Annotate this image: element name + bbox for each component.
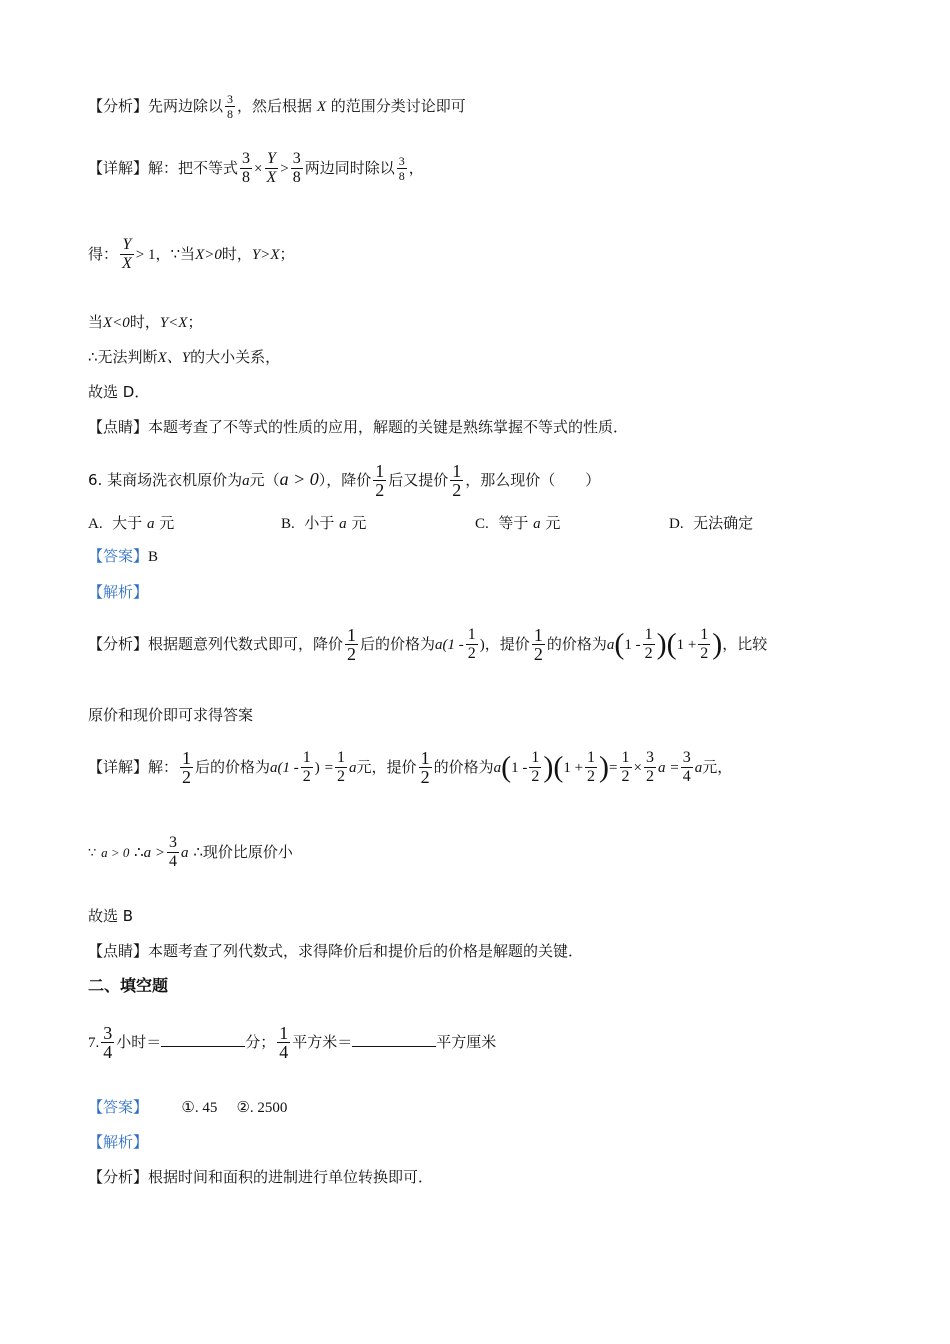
- times-sign: ×: [254, 161, 263, 177]
- text: 时，: [129, 313, 160, 331]
- fraction: $\frac{1}{2}$: [533, 625, 543, 664]
- text: ∴现价比原价小: [193, 843, 293, 861]
- text: 分；: [245, 1033, 276, 1051]
- text: 平方厘米: [436, 1033, 497, 1051]
- text: ∴无法判断: [88, 348, 158, 366]
- text: 时，: [221, 245, 252, 263]
- text: 两边同时除以: [304, 159, 395, 177]
- detail-paragraph-5: 【详解】解： $\frac{1}{2}$ 后的价格为a(1 - $\frac{1}{2}$ ) = $\frac{1}{2}$ a元，提价 $\frac{1}{2}$ 的价格为a(1 - $\frac{1}{2}$ )(1 + $\frac{1}{2}$ )= $\frac{1}{2}$ × $\frac{3}{2}$ a = $\frac{3}{4}$ a元，: [88, 748, 733, 787]
- fraction: $\frac{1}{2}$: [302, 749, 311, 785]
- answer-value: B: [148, 549, 159, 565]
- comment-paragraph-1: [88, 417, 628, 437]
- fraction: $\frac{1}{2}$: [452, 461, 462, 500]
- fraction: $\frac{1}{2}$: [644, 626, 653, 662]
- text: ，那么现价（ ）: [465, 471, 601, 489]
- text: 本题考查了不等式的性质的应用，解题的关键是熟练掌握不等式的性质．: [148, 418, 629, 436]
- choice-statement: 故选 D．: [88, 383, 150, 401]
- question-6: [88, 462, 600, 499]
- option-a: A. 大于 a 元: [88, 514, 175, 532]
- condition: a > 0: [279, 469, 319, 489]
- detail-paragraph-6: ∵ a > 0 ∴a > $\frac{3}{4}$ a ∴现价比原价小: [88, 834, 293, 870]
- text: ，提价: [484, 635, 530, 653]
- fraction: $\frac{1}{2}$: [621, 749, 630, 785]
- analysis-tag: 【解析】: [88, 583, 149, 601]
- fraction: $\frac{1}{2}$: [347, 625, 357, 664]
- fraction: $\frac{1}{2}$: [420, 748, 430, 787]
- detail-tag: 【详解】: [88, 758, 149, 776]
- option-d: D. 无法确定: [669, 514, 754, 532]
- text: 的价格为: [433, 758, 494, 776]
- answer-tag: 【答案】: [88, 1098, 149, 1116]
- result: Y>X: [251, 247, 280, 263]
- condition: X<0: [103, 315, 130, 331]
- analysis-paragraph-4: [88, 1167, 433, 1187]
- fraction: $\frac{3}{4}$: [682, 749, 691, 785]
- gt-sign: >: [280, 161, 289, 177]
- fraction: $\frac{3}{8}$: [292, 150, 301, 186]
- answer-line: [88, 546, 158, 567]
- text: 元，: [702, 758, 733, 776]
- fraction: $\frac{3}{8}$: [227, 92, 234, 121]
- result: Y<X: [159, 315, 188, 331]
- fraction: $\frac{3}{8}$: [242, 150, 251, 186]
- text: 先两边除以: [148, 97, 224, 115]
- text: 当: [88, 313, 104, 331]
- text: 元，提价: [356, 758, 417, 776]
- analysis-paragraph-1: [88, 92, 466, 121]
- text: 解：把不等式: [148, 159, 239, 177]
- text: 平方米＝: [292, 1033, 353, 1051]
- analysis-paragraph-2: 【分析】根据题意列代数式即可，降价 $\frac{1}{2}$ 后的价格为a(1 - $\frac{1}{2}$ )，提价 $\frac{1}{2}$ 的价格为a(1 - $\frac{1}{2}$ )(1 + $\frac{1}{2}$ )，比较: [88, 625, 768, 664]
- analysis-tag: 【分析】: [88, 635, 149, 653]
- text: 本题考查了列代数式，求得降价后和提价后的价格是解题的关键．: [148, 942, 584, 960]
- question-text: 6. 某商场洗衣机原价为: [88, 471, 243, 489]
- comment-tag: 【点睛】: [88, 942, 149, 960]
- variable: a: [242, 473, 250, 489]
- text: 后又提价: [388, 471, 449, 489]
- comment-paragraph-2: [88, 941, 583, 961]
- fraction: $\frac{1}{2}$: [587, 749, 596, 785]
- condition: X>0: [195, 247, 222, 263]
- detail-paragraph-4: [88, 347, 280, 368]
- analysis-tag: 【分析】: [88, 1168, 149, 1186]
- text: ，然后根据: [237, 97, 313, 115]
- comment-tag: 【点睛】: [88, 418, 149, 436]
- text: 根据时间和面积的进制进行单位转换即可．: [148, 1168, 434, 1186]
- text: ，比较: [722, 635, 768, 653]
- detail-paragraph-1: [88, 150, 424, 187]
- text: 元（: [249, 471, 280, 489]
- answer-line-7: [88, 1097, 287, 1118]
- answer-value-1: ①. 45: [181, 1100, 218, 1116]
- analysis-tag: 【分析】: [88, 97, 149, 115]
- text: ；: [187, 313, 203, 331]
- fraction: $\frac{1}{4}$: [279, 1023, 289, 1062]
- fraction: $\frac{3}{4}$: [103, 1023, 113, 1062]
- fraction: $\frac{1}{2}$: [700, 626, 709, 662]
- text: 后的价格为: [360, 635, 436, 653]
- blank-2[interactable]: [352, 1032, 436, 1047]
- text: ，: [408, 159, 424, 177]
- analysis-tag-7: 【解析】: [88, 1133, 149, 1151]
- text: 的价格为: [546, 635, 607, 653]
- text: 解：: [148, 758, 179, 776]
- text: ，∵当: [155, 245, 196, 263]
- fraction: $\frac{Y}{X}$: [266, 150, 277, 186]
- detail-paragraph-2: [88, 236, 295, 273]
- variables: X、Y: [157, 350, 191, 366]
- fraction: $\frac{1}{2}$: [337, 749, 346, 785]
- text: 根据题意列代数式即可，降价: [148, 635, 344, 653]
- answer-value-2: ②. 2500: [236, 1100, 288, 1116]
- section-title: 二、填空题: [88, 976, 169, 995]
- relation: > 1: [135, 247, 156, 263]
- fraction: $\frac{1}{2}$: [531, 749, 540, 785]
- text: 后的价格为: [195, 758, 271, 776]
- detail-tag: 【详解】: [88, 159, 149, 177]
- text: ；: [279, 245, 295, 263]
- fraction: $\frac{1}{2}$: [182, 748, 192, 787]
- text: 的范围分类讨论即可: [330, 97, 466, 115]
- fraction: $\frac{1}{2}$: [375, 461, 385, 500]
- option-b: B. 小于 a 元: [281, 514, 367, 532]
- fraction: $\frac{3}{8}$: [398, 154, 405, 183]
- question-7: 7. $\frac{3}{4}$ 小时＝ 分； $\frac{1}{4}$ 平方米＝ 平方厘米: [88, 1023, 497, 1062]
- answer-tag: 【答案】: [88, 547, 149, 565]
- fraction: $\frac{3}{2}$: [645, 749, 654, 785]
- analysis-paragraph-3: 原价和现价即可求得答案: [88, 706, 254, 724]
- text: 小时＝: [116, 1033, 162, 1051]
- fraction: $\frac{Y}{X}$: [122, 236, 132, 272]
- fraction: $\frac{3}{4}$: [169, 834, 178, 870]
- choice-statement-2: 故选 B: [88, 907, 134, 925]
- variable: X: [316, 99, 326, 115]
- text: ），降价: [318, 471, 372, 489]
- text: 的大小关系，: [190, 348, 281, 366]
- option-c: C. 等于 a 元: [475, 514, 561, 532]
- text: 得：: [88, 245, 119, 263]
- expression: a(1 -: [435, 637, 464, 653]
- fraction: $\frac{1}{2}$: [467, 626, 476, 662]
- blank-1[interactable]: [161, 1032, 245, 1047]
- detail-paragraph-3: [88, 312, 202, 333]
